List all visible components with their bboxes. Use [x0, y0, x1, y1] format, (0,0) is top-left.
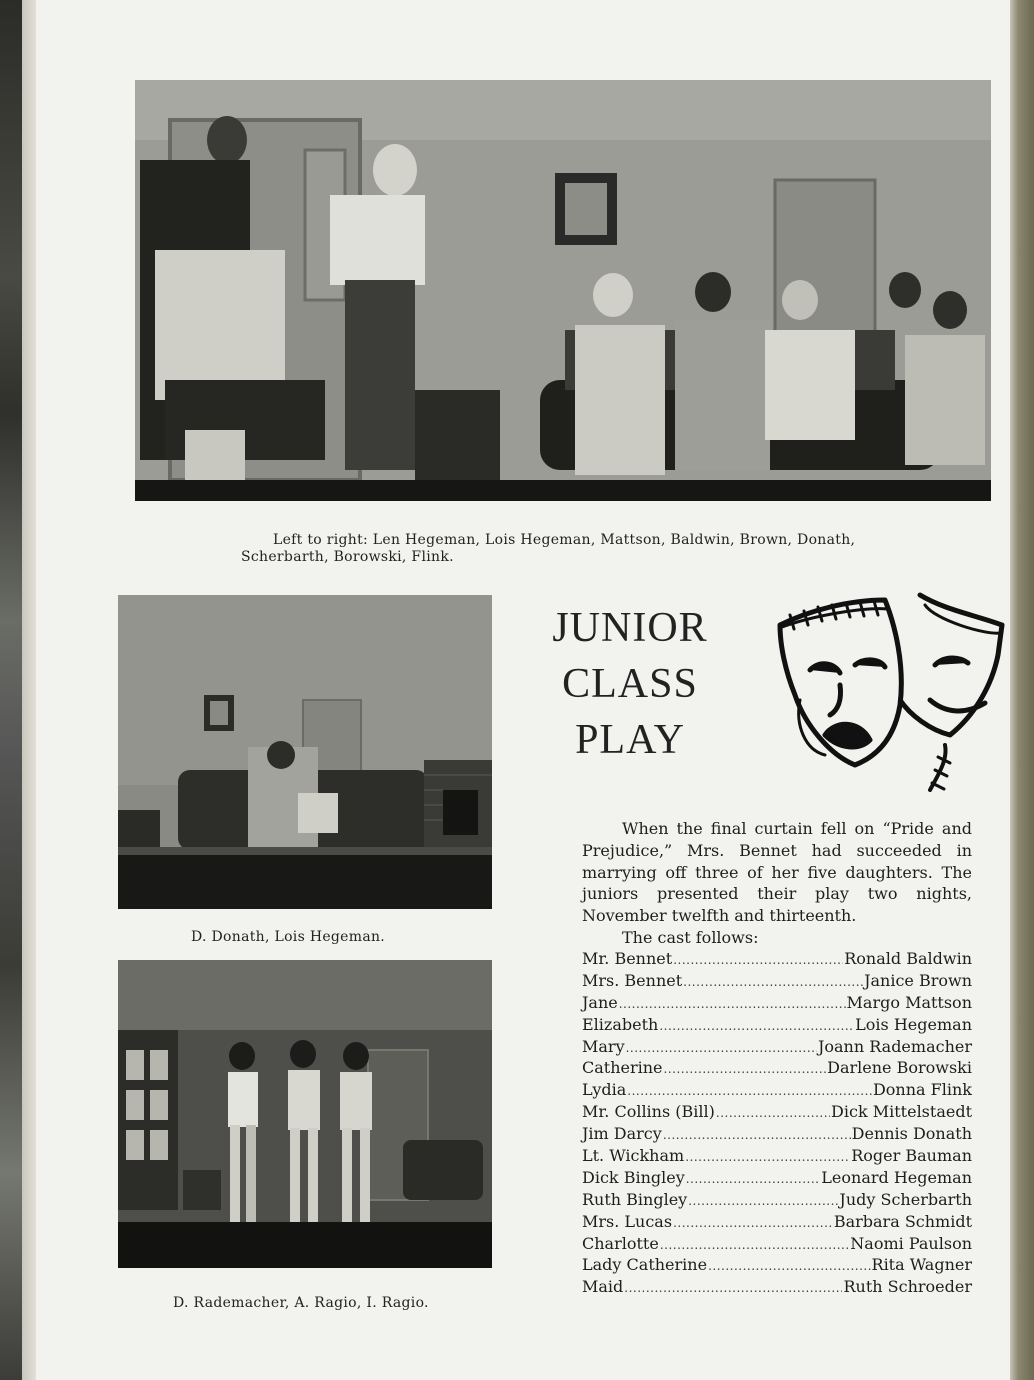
cast-row	[582, 1233, 972, 1255]
top-caption-line1: Left to right: Len Hegeman, Lois Hegeman, Mattson, Baldwin, Brown, Donath,	[273, 532, 856, 548]
dot-leader	[619, 994, 846, 1016]
cast-row	[582, 1123, 972, 1145]
cast-role: Jane	[582, 992, 618, 1012]
intro-paragraph	[582, 818, 972, 949]
cast-role: Mr. Collins (Bill)	[582, 1102, 715, 1122]
middle-photo-caption: D. Donath, Lois Hegeman.	[191, 929, 386, 945]
page-title	[510, 600, 750, 768]
dot-leader	[685, 1147, 850, 1169]
cast-intro-text: The cast follows:	[622, 927, 759, 947]
cast-role: Mrs. Lucas	[582, 1211, 673, 1231]
dot-leader	[673, 1213, 833, 1235]
dot-leader	[624, 1278, 842, 1300]
cast-actor: Naomi Paulson	[850, 1233, 972, 1253]
cast-actor: Darlene Borowski	[827, 1058, 972, 1078]
book-binding	[0, 0, 22, 1380]
cast-row	[582, 1101, 972, 1123]
dot-leader	[686, 1169, 821, 1191]
cast-actor: Dennis Donath	[851, 1124, 972, 1144]
cast-list	[582, 948, 972, 1298]
cast-row	[582, 1254, 972, 1276]
cast-role: Charlotte	[582, 1233, 659, 1253]
cast-actor: Ronald Baldwin	[844, 949, 972, 968]
cast-row	[582, 1057, 972, 1079]
cast-row	[582, 1189, 972, 1211]
dot-leader	[688, 1191, 838, 1213]
cast-actor: Leonard Hegeman	[821, 1167, 972, 1187]
top-caption-line2: Scherbarth, Borowski, Flink.	[241, 549, 454, 565]
cast-actor: Joann Rademacher	[817, 1036, 972, 1056]
cast-role: Lydia	[582, 1080, 627, 1100]
cast-actor: Janice Brown	[864, 970, 972, 990]
cast-row	[582, 948, 972, 970]
page-right-edge	[1008, 0, 1034, 1380]
cast-actor: Roger Bauman	[851, 1146, 972, 1166]
dot-leader	[659, 1016, 854, 1038]
dot-leader	[626, 1038, 817, 1060]
cast-role: Jim Darcy	[582, 1124, 662, 1144]
cast-role: Mary	[582, 1036, 625, 1056]
cast-role: Dick Bingley	[582, 1167, 685, 1187]
cast-row	[582, 970, 972, 992]
cast-row	[582, 992, 972, 1014]
dot-leader	[664, 1059, 827, 1081]
cast-row	[582, 1036, 972, 1058]
bottom-photo-caption: D. Rademacher, A. Ragio, I. Ragio.	[173, 1295, 429, 1311]
cast-role: Lt. Wickham	[582, 1146, 685, 1166]
title-line-class: CLASS	[562, 661, 698, 707]
cast-role: Mr. Bennet	[582, 949, 673, 968]
cast-actor: Ruth Schroeder	[843, 1277, 972, 1297]
dot-leader	[660, 1235, 849, 1257]
cast-row	[582, 1167, 972, 1189]
title-line-junior: JUNIOR	[552, 605, 708, 651]
cast-role: Catherine	[582, 1058, 663, 1078]
theatre-masks-icon	[770, 585, 1010, 804]
cast-role: Lady Catherine	[582, 1255, 708, 1275]
cast-row	[582, 1145, 972, 1167]
stage-cast-photo	[135, 80, 991, 501]
cast-actor: Donna Flink	[872, 1080, 972, 1100]
cast-actor: Judy Scherbarth	[839, 1189, 972, 1209]
dot-leader	[663, 1125, 851, 1147]
top-photo-caption	[273, 531, 913, 549]
dot-leader	[683, 972, 863, 994]
donath-hegeman-photo	[118, 595, 492, 909]
cast-row	[582, 1276, 972, 1298]
top-photo-caption-cont	[241, 548, 881, 566]
cast-row	[582, 1211, 972, 1233]
cast-row	[582, 1079, 972, 1101]
cast-actor: Lois Hegeman	[855, 1014, 972, 1034]
cast-actor: Dick Mittelstaedt	[831, 1102, 972, 1122]
dot-leader	[627, 1081, 872, 1103]
cast-role: Ruth Bingley	[582, 1189, 688, 1209]
intro-text: When the final curtain fell on “Pride and Prejudice,” Mrs. Bennet had succeeded in marrying off three of her five daughters. The juniors presented their play two nights, November twelfth and thirteenth.	[582, 819, 972, 926]
cast-actor: Barbara Schmidt	[833, 1211, 972, 1231]
cast-role: Maid	[582, 1277, 624, 1297]
title-line-play: PLAY	[575, 717, 685, 763]
cast-role: Mrs. Bennet	[582, 970, 683, 990]
dot-leader	[673, 950, 843, 972]
dot-leader	[716, 1103, 830, 1125]
cast-row	[582, 1014, 972, 1036]
dancers-photo	[118, 960, 492, 1268]
cast-actor: Margo Mattson	[846, 992, 972, 1012]
dot-leader	[708, 1256, 870, 1278]
cast-actor: Rita Wagner	[871, 1255, 972, 1275]
cast-role: Elizabeth	[582, 1014, 659, 1034]
